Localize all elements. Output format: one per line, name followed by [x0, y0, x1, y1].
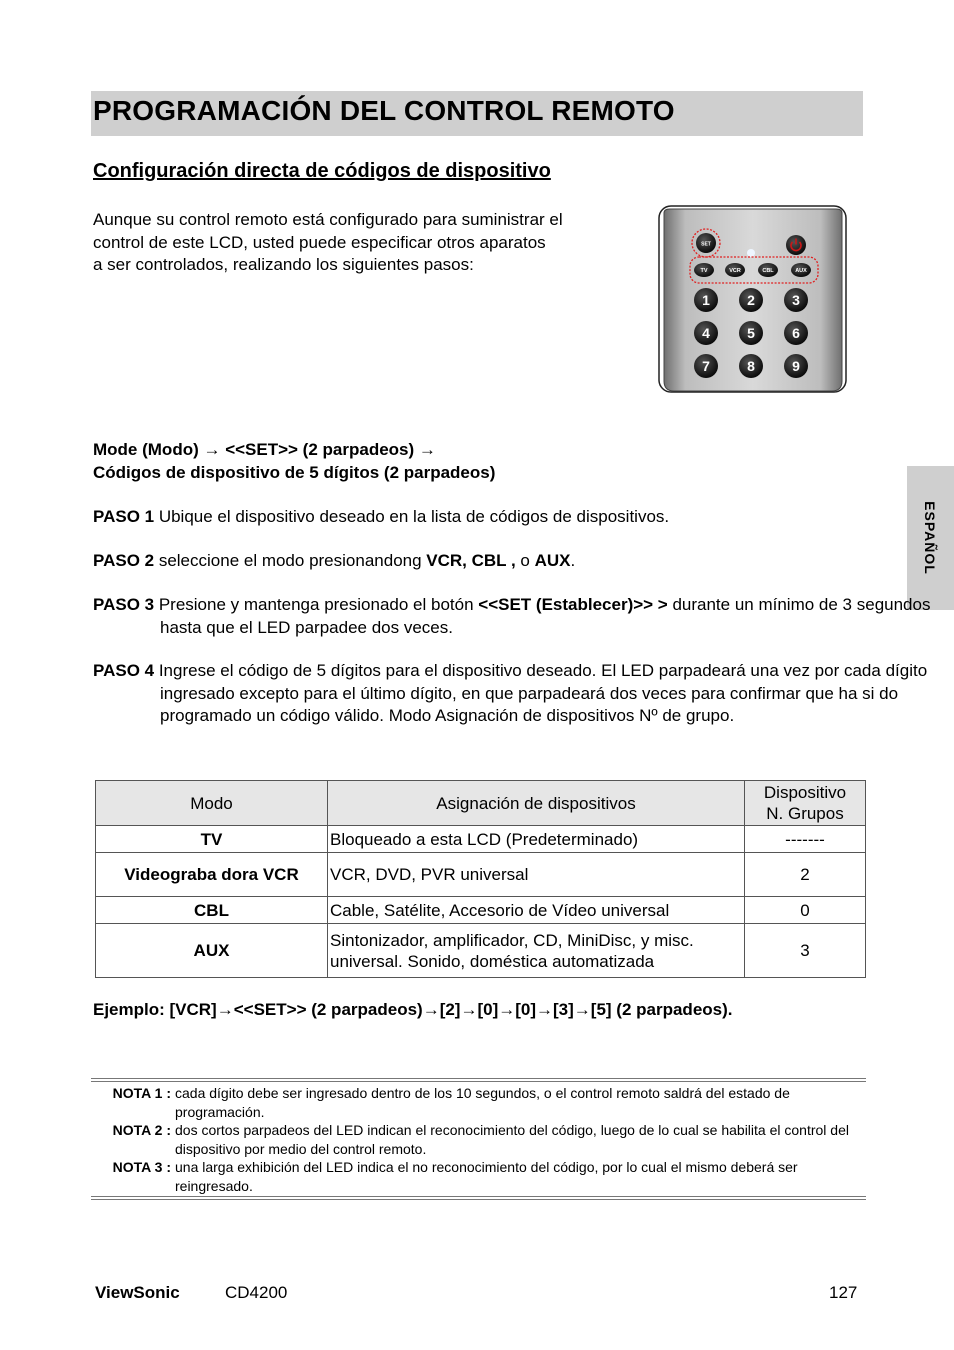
step-2-bold-b: AUX	[534, 551, 571, 570]
step-2-label: PASO 2	[93, 551, 155, 570]
digit-label-3: 3	[792, 292, 800, 308]
step-3-label: PASO 3	[93, 595, 155, 614]
step-4-label: PASO 4	[93, 661, 155, 680]
row-assignment	[328, 924, 745, 978]
intro-line-1: Aunque su control remoto está configurado para suministrar el	[93, 210, 563, 229]
step-1-text: Ubique el dispositivo deseado en la lista de códigos de dispositivos.	[154, 507, 670, 526]
table-row	[96, 853, 866, 897]
step-1-label: PASO 1	[93, 507, 155, 526]
step-2-text-c: .	[570, 551, 576, 570]
intro-paragraph	[93, 209, 638, 277]
digit-label-7: 7	[702, 358, 710, 374]
row-group: 3	[745, 924, 866, 978]
note-3-text: una larga exhibición del LED indica el no reconocimiento del código, por lo cual el mismo deberá ser reingresado.	[175, 1159, 798, 1194]
notes-bottom-rule-2	[91, 1199, 866, 1200]
header-assignment: Asignación de dispositivos	[328, 781, 745, 826]
note-1-text: cada dígito debe ser ingresado dentro de los 10 segundos, o el control remoto saldrá del estado de programación.	[175, 1085, 790, 1120]
row-mode: CBL	[96, 897, 328, 924]
row-group: 2	[745, 853, 866, 897]
digit-label-2: 2	[747, 292, 755, 308]
row-assignment: Bloqueado a esta LCD (Predeterminado)	[328, 826, 745, 853]
digit-label-4: 4	[702, 325, 710, 341]
digit-pad	[694, 288, 808, 378]
digit-label-6: 6	[792, 325, 800, 341]
notes-top-rule-2	[91, 1081, 866, 1082]
notes-top-rule	[91, 1078, 866, 1079]
mode-label-aux: AUX	[795, 268, 807, 274]
note-1-label: NOTA 1 :	[112, 1085, 171, 1101]
power-button[interactable]	[786, 235, 806, 255]
intro-line-2: control de este LCD, usted puede especificar otros aparatos	[93, 232, 546, 252]
digit-label-8: 8	[747, 358, 755, 374]
language-side-tab	[907, 466, 954, 610]
example-sequence: Ejemplo: [VCR]→<<SET>> (2 parpadeos)→[2]→[0]→[0]→[3]→[5] (2 parpadeos).	[93, 1000, 733, 1019]
header-device-group	[745, 781, 866, 826]
section-subtitle: Configuración directa de códigos de dispositivo	[93, 160, 551, 182]
row-mode: TV	[96, 826, 328, 853]
step-2-bold-a: VCR, CBL ,	[426, 551, 516, 570]
table-row	[96, 924, 866, 978]
header-device-line-1: Dispositivo	[763, 783, 847, 802]
row-assignment: Cable, Satélite, Accesorio de Vídeo universal	[328, 897, 745, 924]
note-3-label: NOTA 3 :	[112, 1159, 171, 1175]
digit-label-5: 5	[747, 325, 755, 341]
step-2	[93, 550, 940, 573]
set-button-label: SET	[701, 241, 711, 248]
flow-summary	[93, 438, 495, 484]
digit-label-1: 1	[702, 292, 710, 308]
header-mode: Modo	[96, 781, 328, 826]
step-3	[93, 594, 940, 639]
row-group: 0	[745, 897, 866, 924]
notes-bottom-rule	[91, 1196, 866, 1197]
step-1	[93, 506, 940, 529]
language-label: ESPAÑOL	[922, 501, 938, 575]
mode-label-vcr: VCR	[729, 268, 741, 274]
device-assignment-table	[95, 780, 866, 978]
row-assignment-line-1: Sintonizador, amplificador, CD, MiniDisc, y misc.	[330, 930, 694, 950]
title-bar	[91, 91, 863, 136]
footer-brand: ViewSonic	[95, 1283, 180, 1302]
step-2-text-a: seleccione el modo presionandong	[154, 551, 427, 570]
note-3	[95, 1158, 863, 1195]
intro-line-3: a ser controlados, realizando los siguientes pasos:	[93, 255, 474, 274]
remote-control-illustration	[658, 205, 848, 395]
footer-page-number: 127	[829, 1283, 858, 1302]
notes-block	[95, 1084, 863, 1195]
note-1	[95, 1084, 863, 1121]
table-row	[96, 897, 866, 924]
note-2-text: dos cortos parpadeos del LED indican el reconocimiento del código, luego de lo cual se habilita el control del dispositivo por medio del control remoto.	[175, 1122, 849, 1157]
flow-line-1: Mode (Modo) → <<SET>> (2 parpadeos) →	[93, 440, 436, 459]
table-header-row	[96, 781, 866, 826]
mode-label-tv: TV	[700, 268, 708, 274]
step-3-text-a: Presione y mantenga presionado el botón	[154, 595, 479, 614]
row-assignment: VCR, DVD, PVR universal	[328, 853, 745, 897]
step-2-text-b: o	[515, 551, 535, 570]
step-4	[93, 660, 940, 728]
mode-label-cbl: CBL	[762, 268, 774, 274]
row-assignment-line-2: universal. Sonido, doméstica automatizada	[330, 951, 655, 971]
note-2-label: NOTA 2 :	[112, 1122, 171, 1138]
row-mode: AUX	[96, 924, 328, 978]
step-3-bold-a: <<SET (Establecer)>> >	[478, 595, 668, 614]
led-indicator	[747, 249, 755, 257]
row-mode: Videograba dora VCR	[96, 853, 328, 897]
footer-model: CD4200	[225, 1283, 288, 1302]
digit-label-9: 9	[792, 358, 800, 374]
note-2	[95, 1121, 863, 1158]
step-3-text-b: durante un mínimo de 3 segundos hasta que el LED parpadee dos veces.	[160, 595, 931, 637]
table-row	[96, 826, 866, 853]
row-group: -------	[745, 826, 866, 853]
step-4-text: Ingrese el código de 5 dígitos para el dispositivo deseado. El LED parpadeará una vez por cada dígito ingresado excepto para el último dígito, en que parpadeará dos veces para confirmar que ha si do programado un código válido. Modo Asignación de dispositivos Nº de grupo.	[154, 661, 928, 725]
page-title: PROGRAMACIÓN DEL CONTROL REMOTO	[93, 95, 675, 126]
header-device-line-2: N. Grupos	[766, 804, 844, 823]
flow-line-2: Códigos de dispositivo de 5 dígitos (2 parpadeos)	[93, 463, 496, 482]
